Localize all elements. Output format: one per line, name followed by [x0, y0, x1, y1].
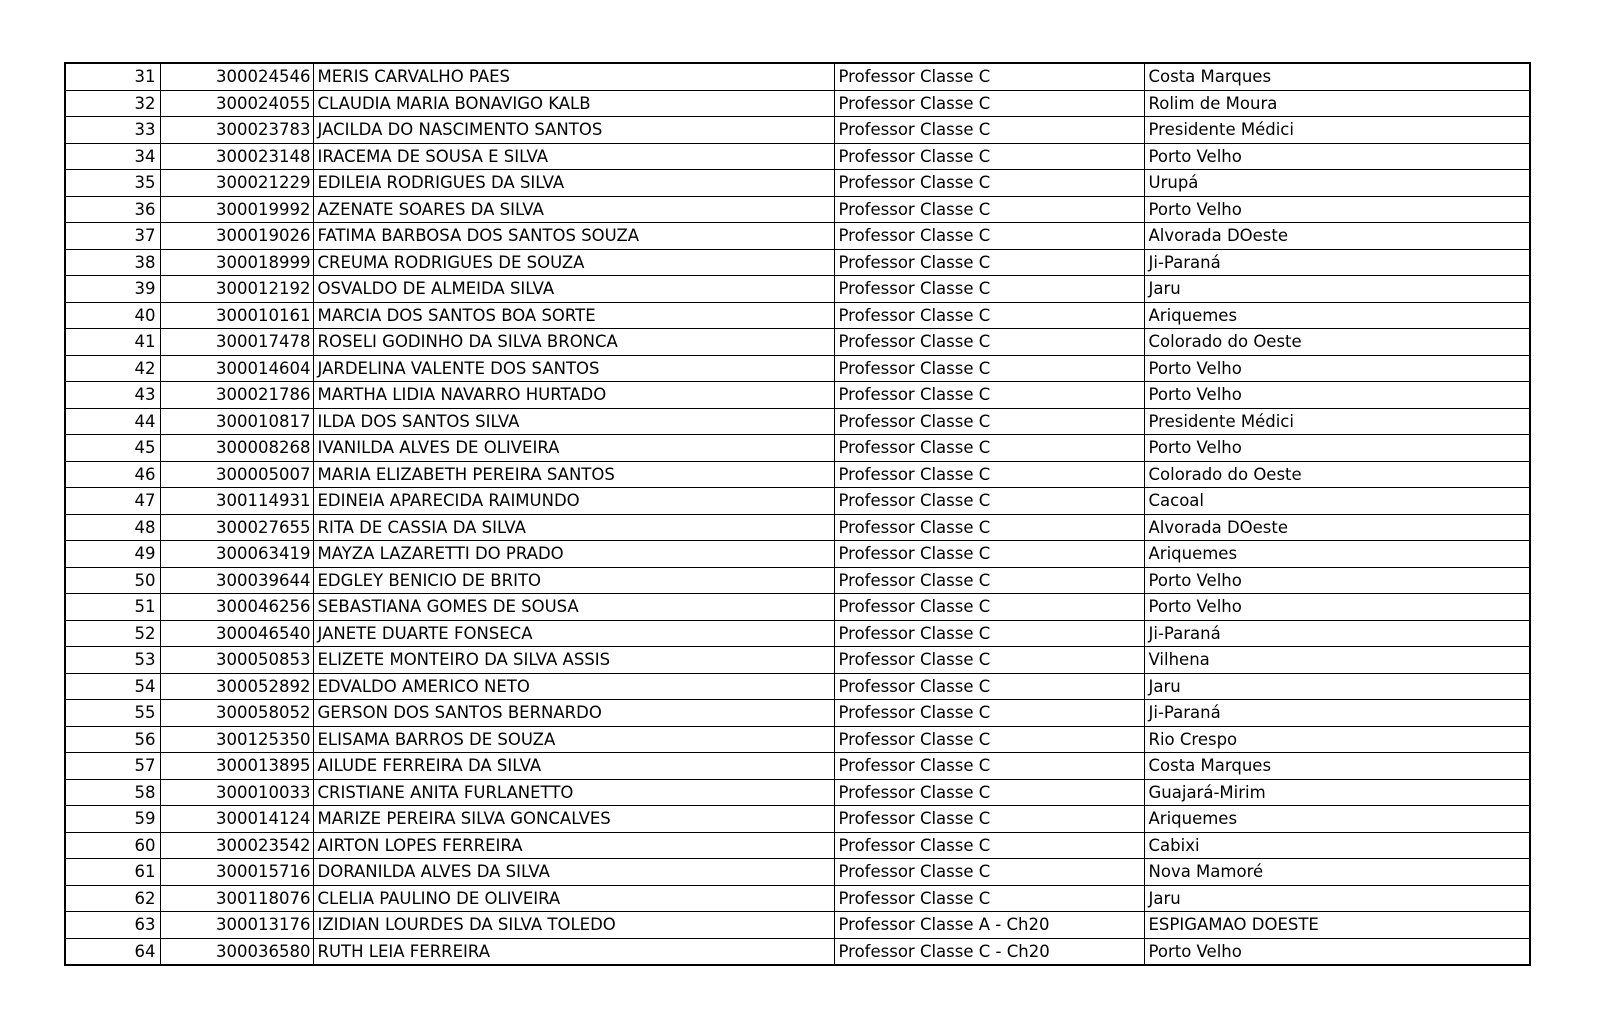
city-cell: Porto Velho — [1144, 567, 1530, 594]
row-number-cell: 39 — [65, 276, 160, 303]
job-title-cell: Professor Classe C — [834, 753, 1144, 780]
row-number-cell: 46 — [65, 461, 160, 488]
table-row — [65, 594, 1530, 621]
city-cell: Rolim de Moura — [1144, 90, 1530, 117]
person-name-cell: MARIA ELIZABETH PEREIRA SANTOS — [313, 461, 834, 488]
job-title-cell: Professor Classe C — [834, 170, 1144, 197]
person-name-cell: EDINEIA APARECIDA RAIMUNDO — [313, 488, 834, 515]
registration-id-cell: 300012192 — [160, 276, 313, 303]
row-number-cell: 31 — [65, 63, 160, 90]
table-row — [65, 329, 1530, 356]
registration-id-cell: 300019992 — [160, 196, 313, 223]
job-title-cell: Professor Classe A - Ch20 — [834, 912, 1144, 939]
job-title-cell: Professor Classe C — [834, 143, 1144, 170]
person-name-cell: SEBASTIANA GOMES DE SOUSA — [313, 594, 834, 621]
person-name-cell: JACILDA DO NASCIMENTO SANTOS — [313, 117, 834, 144]
registration-id-cell: 300036580 — [160, 938, 313, 965]
row-number-cell: 61 — [65, 859, 160, 886]
row-number-cell: 64 — [65, 938, 160, 965]
row-number-cell: 59 — [65, 806, 160, 833]
row-number-cell: 44 — [65, 408, 160, 435]
person-name-cell: CLELIA PAULINO DE OLIVEIRA — [313, 885, 834, 912]
person-name-cell: IRACEMA DE SOUSA E SILVA — [313, 143, 834, 170]
person-name-cell: RITA DE CASSIA DA SILVA — [313, 514, 834, 541]
person-name-cell: EDGLEY BENICIO DE BRITO — [313, 567, 834, 594]
city-cell: Jaru — [1144, 885, 1530, 912]
registration-id-cell: 300008268 — [160, 435, 313, 462]
job-title-cell: Professor Classe C — [834, 90, 1144, 117]
person-name-cell: MARIZE PEREIRA SILVA GONCALVES — [313, 806, 834, 833]
registration-id-cell: 300014124 — [160, 806, 313, 833]
person-name-cell: IVANILDA ALVES DE OLIVEIRA — [313, 435, 834, 462]
person-name-cell: ELISAMA BARROS DE SOUZA — [313, 726, 834, 753]
person-name-cell: FATIMA BARBOSA DOS SANTOS SOUZA — [313, 223, 834, 250]
registration-id-cell: 300023542 — [160, 832, 313, 859]
registration-id-cell: 300019026 — [160, 223, 313, 250]
registration-id-cell: 300023783 — [160, 117, 313, 144]
row-number-cell: 33 — [65, 117, 160, 144]
table-row — [65, 435, 1530, 462]
registration-id-cell: 300013895 — [160, 753, 313, 780]
job-title-cell: Professor Classe C — [834, 541, 1144, 568]
job-title-cell: Professor Classe C — [834, 859, 1144, 886]
row-number-cell: 62 — [65, 885, 160, 912]
city-cell: Jaru — [1144, 276, 1530, 303]
registration-id-cell: 300063419 — [160, 541, 313, 568]
city-cell: Nova Mamoré — [1144, 859, 1530, 886]
registration-id-cell: 300014604 — [160, 355, 313, 382]
person-name-cell: AIRTON LOPES FERREIRA — [313, 832, 834, 859]
row-number-cell: 60 — [65, 832, 160, 859]
city-cell: Ji-Paraná — [1144, 620, 1530, 647]
job-title-cell: Professor Classe C — [834, 435, 1144, 462]
table-row — [65, 700, 1530, 727]
table-row — [65, 753, 1530, 780]
table-row — [65, 408, 1530, 435]
row-number-cell: 34 — [65, 143, 160, 170]
job-title-cell: Professor Classe C — [834, 488, 1144, 515]
table-row — [65, 673, 1530, 700]
registration-id-cell: 300024546 — [160, 63, 313, 90]
row-number-cell: 49 — [65, 541, 160, 568]
job-title-cell: Professor Classe C — [834, 779, 1144, 806]
person-name-cell: CREUMA RODRIGUES DE SOUZA — [313, 249, 834, 276]
row-number-cell: 32 — [65, 90, 160, 117]
registration-id-cell: 300024055 — [160, 90, 313, 117]
person-name-cell: OSVALDO DE ALMEIDA SILVA — [313, 276, 834, 303]
row-number-cell: 56 — [65, 726, 160, 753]
person-name-cell: AILUDE FERREIRA DA SILVA — [313, 753, 834, 780]
job-title-cell: Professor Classe C - Ch20 — [834, 938, 1144, 965]
person-name-cell: MARTHA LIDIA NAVARRO HURTADO — [313, 382, 834, 409]
city-cell: Ji-Paraná — [1144, 700, 1530, 727]
job-title-cell: Professor Classe C — [834, 832, 1144, 859]
job-title-cell: Professor Classe C — [834, 726, 1144, 753]
person-name-cell: GERSON DOS SANTOS BERNARDO — [313, 700, 834, 727]
registration-id-cell: 300015716 — [160, 859, 313, 886]
job-title-cell: Professor Classe C — [834, 673, 1144, 700]
staff-table-body — [65, 63, 1530, 965]
row-number-cell: 36 — [65, 196, 160, 223]
registration-id-cell: 300010033 — [160, 779, 313, 806]
registration-id-cell: 300052892 — [160, 673, 313, 700]
city-cell: Ariquemes — [1144, 806, 1530, 833]
registration-id-cell: 300005007 — [160, 461, 313, 488]
city-cell: Porto Velho — [1144, 938, 1530, 965]
job-title-cell: Professor Classe C — [834, 276, 1144, 303]
job-title-cell: Professor Classe C — [834, 885, 1144, 912]
row-number-cell: 54 — [65, 673, 160, 700]
table-row — [65, 779, 1530, 806]
table-row — [65, 859, 1530, 886]
table-row — [65, 249, 1530, 276]
job-title-cell: Professor Classe C — [834, 196, 1144, 223]
job-title-cell: Professor Classe C — [834, 647, 1144, 674]
row-number-cell: 37 — [65, 223, 160, 250]
city-cell: Ji-Paraná — [1144, 249, 1530, 276]
table-row — [65, 90, 1530, 117]
row-number-cell: 48 — [65, 514, 160, 541]
row-number-cell: 55 — [65, 700, 160, 727]
person-name-cell: ROSELI GODINHO DA SILVA BRONCA — [313, 329, 834, 356]
row-number-cell: 50 — [65, 567, 160, 594]
table-row — [65, 806, 1530, 833]
city-cell: Jaru — [1144, 673, 1530, 700]
city-cell: Urupá — [1144, 170, 1530, 197]
person-name-cell: ILDA DOS SANTOS SILVA — [313, 408, 834, 435]
job-title-cell: Professor Classe C — [834, 514, 1144, 541]
table-row — [65, 63, 1530, 90]
table-row — [65, 382, 1530, 409]
city-cell: Vilhena — [1144, 647, 1530, 674]
person-name-cell: DORANILDA ALVES DA SILVA — [313, 859, 834, 886]
city-cell: Porto Velho — [1144, 594, 1530, 621]
person-name-cell: JARDELINA VALENTE DOS SANTOS — [313, 355, 834, 382]
job-title-cell: Professor Classe C — [834, 620, 1144, 647]
job-title-cell: Professor Classe C — [834, 63, 1144, 90]
table-row — [65, 276, 1530, 303]
registration-id-cell: 300023148 — [160, 143, 313, 170]
registration-id-cell: 300050853 — [160, 647, 313, 674]
registration-id-cell: 300118076 — [160, 885, 313, 912]
registration-id-cell: 300010161 — [160, 302, 313, 329]
row-number-cell: 45 — [65, 435, 160, 462]
row-number-cell: 47 — [65, 488, 160, 515]
table-row — [65, 726, 1530, 753]
registration-id-cell: 300027655 — [160, 514, 313, 541]
city-cell: Presidente Médici — [1144, 117, 1530, 144]
city-cell: Porto Velho — [1144, 382, 1530, 409]
row-number-cell: 53 — [65, 647, 160, 674]
city-cell: Colorado do Oeste — [1144, 461, 1530, 488]
registration-id-cell: 300114931 — [160, 488, 313, 515]
job-title-cell: Professor Classe C — [834, 223, 1144, 250]
table-row — [65, 912, 1530, 939]
job-title-cell: Professor Classe C — [834, 382, 1144, 409]
city-cell: Cabixi — [1144, 832, 1530, 859]
registration-id-cell: 300046540 — [160, 620, 313, 647]
table-row — [65, 514, 1530, 541]
person-name-cell: CRISTIANE ANITA FURLANETTO — [313, 779, 834, 806]
registration-id-cell: 300018999 — [160, 249, 313, 276]
person-name-cell: MERIS CARVALHO PAES — [313, 63, 834, 90]
city-cell: Alvorada DOeste — [1144, 514, 1530, 541]
person-name-cell: EDILEIA RODRIGUES DA SILVA — [313, 170, 834, 197]
staff-table — [64, 62, 1531, 966]
registration-id-cell: 300039644 — [160, 567, 313, 594]
table-row — [65, 938, 1530, 965]
row-number-cell: 42 — [65, 355, 160, 382]
person-name-cell: MARCIA DOS SANTOS BOA SORTE — [313, 302, 834, 329]
city-cell: Alvorada DOeste — [1144, 223, 1530, 250]
job-title-cell: Professor Classe C — [834, 249, 1144, 276]
city-cell: ESPIGAMAO DOESTE — [1144, 912, 1530, 939]
city-cell: Cacoal — [1144, 488, 1530, 515]
row-number-cell: 58 — [65, 779, 160, 806]
job-title-cell: Professor Classe C — [834, 355, 1144, 382]
table-row — [65, 223, 1530, 250]
job-title-cell: Professor Classe C — [834, 700, 1144, 727]
person-name-cell: MAYZA LAZARETTI DO PRADO — [313, 541, 834, 568]
table-row — [65, 302, 1530, 329]
city-cell: Guajará-Mirim — [1144, 779, 1530, 806]
city-cell: Costa Marques — [1144, 63, 1530, 90]
city-cell: Rio Crespo — [1144, 726, 1530, 753]
city-cell: Porto Velho — [1144, 435, 1530, 462]
registration-id-cell: 300013176 — [160, 912, 313, 939]
job-title-cell: Professor Classe C — [834, 302, 1144, 329]
city-cell: Ariquemes — [1144, 302, 1530, 329]
table-row — [65, 567, 1530, 594]
table-row — [65, 196, 1530, 223]
row-number-cell: 38 — [65, 249, 160, 276]
row-number-cell: 51 — [65, 594, 160, 621]
city-cell: Porto Velho — [1144, 196, 1530, 223]
table-row — [65, 832, 1530, 859]
table-row — [65, 170, 1530, 197]
row-number-cell: 52 — [65, 620, 160, 647]
table-row — [65, 461, 1530, 488]
registration-id-cell: 300021786 — [160, 382, 313, 409]
registration-id-cell: 300017478 — [160, 329, 313, 356]
table-row — [65, 647, 1530, 674]
job-title-cell: Professor Classe C — [834, 461, 1144, 488]
person-name-cell: AZENATE SOARES DA SILVA — [313, 196, 834, 223]
registration-id-cell: 300058052 — [160, 700, 313, 727]
person-name-cell: EDVALDO AMERICO NETO — [313, 673, 834, 700]
city-cell: Porto Velho — [1144, 355, 1530, 382]
row-number-cell: 57 — [65, 753, 160, 780]
job-title-cell: Professor Classe C — [834, 329, 1144, 356]
registration-id-cell: 300125350 — [160, 726, 313, 753]
row-number-cell: 35 — [65, 170, 160, 197]
person-name-cell: IZIDIAN LOURDES DA SILVA TOLEDO — [313, 912, 834, 939]
person-name-cell: JANETE DUARTE FONSECA — [313, 620, 834, 647]
job-title-cell: Professor Classe C — [834, 594, 1144, 621]
table-row — [65, 355, 1530, 382]
row-number-cell: 43 — [65, 382, 160, 409]
person-name-cell: CLAUDIA MARIA BONAVIGO KALB — [313, 90, 834, 117]
city-cell: Presidente Médici — [1144, 408, 1530, 435]
table-row — [65, 117, 1530, 144]
job-title-cell: Professor Classe C — [834, 117, 1144, 144]
person-name-cell: ELIZETE MONTEIRO DA SILVA ASSIS — [313, 647, 834, 674]
registration-id-cell: 300010817 — [160, 408, 313, 435]
city-cell: Colorado do Oeste — [1144, 329, 1530, 356]
table-row — [65, 541, 1530, 568]
row-number-cell: 40 — [65, 302, 160, 329]
city-cell: Ariquemes — [1144, 541, 1530, 568]
city-cell: Costa Marques — [1144, 753, 1530, 780]
registration-id-cell: 300021229 — [160, 170, 313, 197]
job-title-cell: Professor Classe C — [834, 806, 1144, 833]
job-title-cell: Professor Classe C — [834, 567, 1144, 594]
city-cell: Porto Velho — [1144, 143, 1530, 170]
registration-id-cell: 300046256 — [160, 594, 313, 621]
row-number-cell: 63 — [65, 912, 160, 939]
person-name-cell: RUTH LEIA FERREIRA — [313, 938, 834, 965]
table-row — [65, 143, 1530, 170]
table-row — [65, 620, 1530, 647]
table-row — [65, 488, 1530, 515]
job-title-cell: Professor Classe C — [834, 408, 1144, 435]
table-row — [65, 885, 1530, 912]
row-number-cell: 41 — [65, 329, 160, 356]
